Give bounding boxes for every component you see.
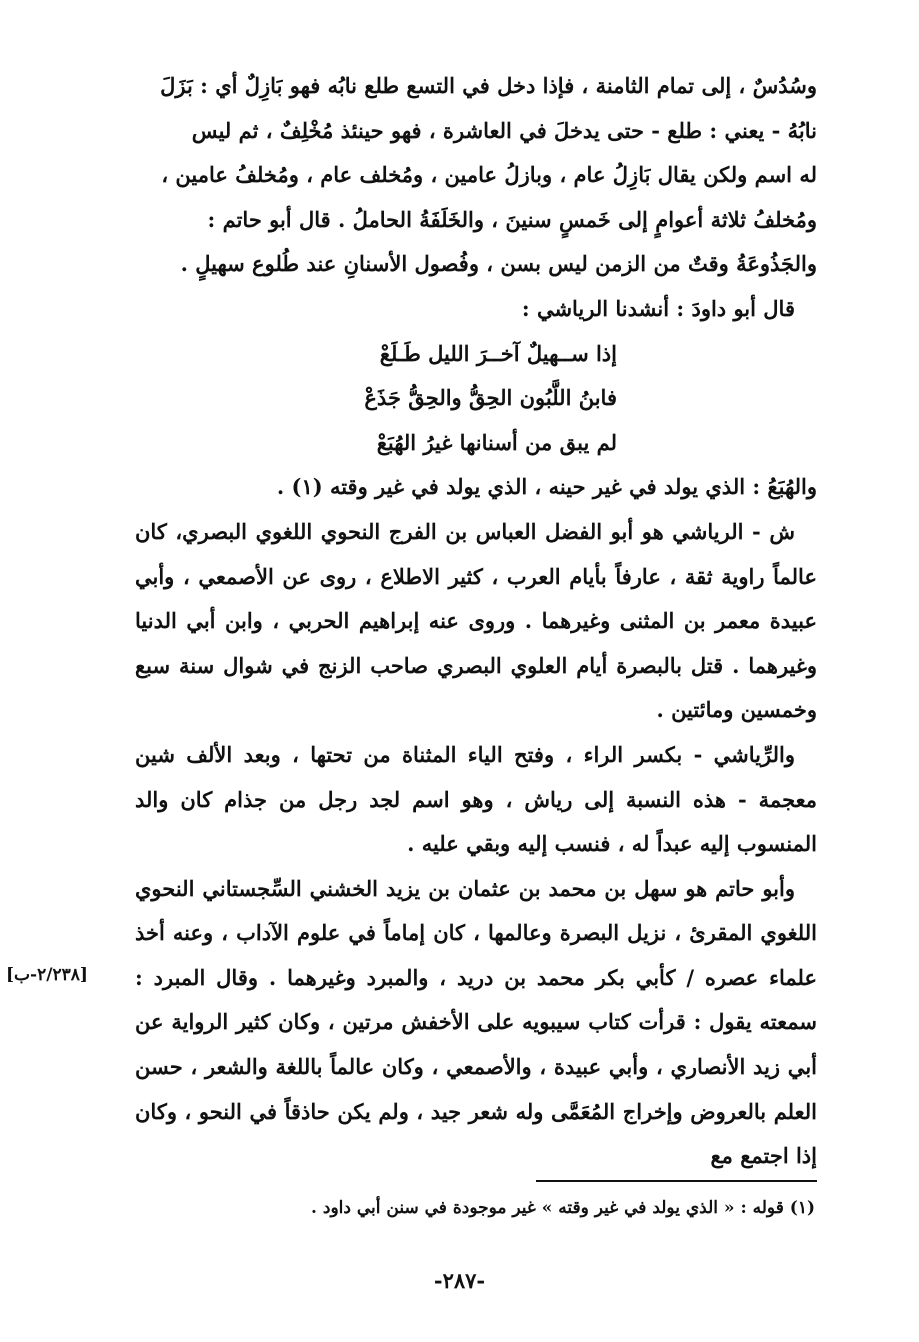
page-number: -٢٨٧- xyxy=(433,1268,486,1293)
margin-note: [٢/٢٣٨-ب] xyxy=(6,965,88,985)
paragraph-abu-hatim: وأبو حاتم هو سهل بن محمد بن عثمان بن يزيد الخشني السِّجستاني النحوي اللغوي المقرئ ، نزيل البصرة وعالمها ، كان إماماً في علوم الآداب ، وعنه أخذ علماء عصره / كأبي بكر محمد بن دريد ، والمبرد وغيرهما . وقال المبرد : سمعته يقول : قرأت كتاب سيبويه على الأخفش مرتين ، وكان كثير الرواية عن أبي زيد الأنصاري ، وأبي عبيدة ، والأصمعي ، وكان عالماً باللغة والشعر ، حسن العلم بالعروض وإخراج المُعَمَّى وله شعر جيد ، ولم يكن حاذقاً في النحو ، وكان إذا اجتمع مع xyxy=(135,875,817,1169)
body-line: وسُدُسٌ ، إلى تمام الثامنة ، فإذا دخل في التسع طلع نابُه فهو بَازِلٌ أي : بَزَلَ xyxy=(160,73,817,98)
body-line: له اسم ولكن يقال بَازِلُ عام ، وبازلُ عامين ، ومُخلف عام ، ومُخلفُ عامين ، xyxy=(161,162,817,188)
main-text xyxy=(135,64,817,1179)
body-line: ومُخلفُ ثلاثة أعوامٍ إلى خَمسٍ سنينَ ، والخَلَفَةُ الحاملُ . قال أبو حاتم : xyxy=(207,206,817,232)
footnote-divider xyxy=(536,1180,817,1182)
verse-line: لم يبق من أسنانها غيرُ الهُبَعْ xyxy=(376,429,617,455)
body-line: والجَذُوعَةُ وقتٌ من الزمن ليس بسن ، وفُصول الأسنانِ عند طُلوع سهيلٍ . xyxy=(180,251,817,277)
verse-line: إذا ســهيلٌ آخــرَ الليل طَـلَعْ xyxy=(379,340,617,366)
body-line: قال أبو داودَ : أنشدنا الرياشي : xyxy=(521,295,795,321)
paragraph-riyashi: ش - الرياشي هو أبو الفضل العباس بن الفرج النحوي اللغوي البصري، كان عالماً راوية ثقة ، عارفاً بأيام العرب ، كثير الاطلاع ، روى عن الأصمعي ، وأبي عبيدة معمر بن المثنى وغيرهما . وروى عنه إبراهيم الحربي ، وابن أبي الدنيا وغيرهما . قتل بالبصرة أيام العلوي البصري صاحب الزنج في شوال سنة سبع وخمسين ومائتين . xyxy=(135,518,817,723)
body-line: نابُهُ - يعني : طلع - حتى يدخلَ في العاشرة ، فهو حينئذ مُخْلِفٌ ، ثم ليس xyxy=(191,117,817,143)
after-verse-line: والهُبَعُ : الذي يولد في غير حينه ، الذي يولد في غير وقته (١) . xyxy=(276,474,817,500)
verse-line: فابنُ اللَّبُون الحِقُّ والحِقُّ جَذَعْ xyxy=(364,385,617,411)
footnote: (١) قوله : « الذي يولد في غير وقته » غير موجودة في سنن أبي داود . xyxy=(311,1198,815,1218)
paragraph-nisba: والرِّياشي - بكسر الراء ، وفتح الياء المثناة من تحتها ، وبعد الألف شين معجمة - هذه النسبة إلى رياش ، وهو اسم لجد رجل من جذام كان والد المنسوب إليه عبداً له ، فنسب إليه وبقي عليه . xyxy=(135,741,817,857)
